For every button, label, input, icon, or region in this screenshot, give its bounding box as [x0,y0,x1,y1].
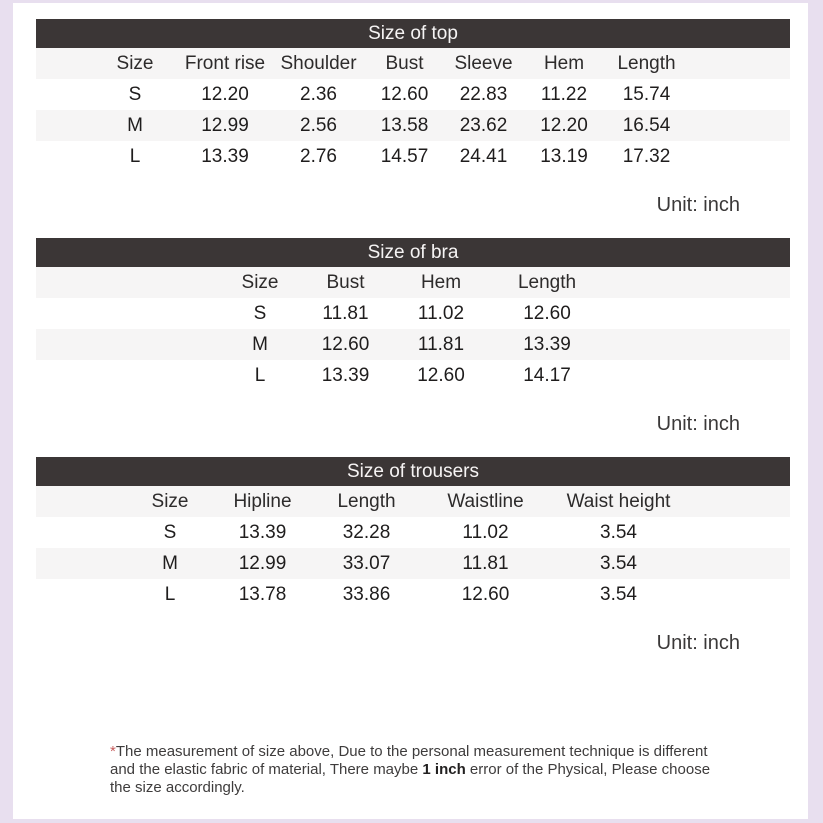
footnote-line-2-post: error of the Physical, Please choose [465,761,711,778]
column-header-length: Length [337,490,396,512]
column-header-front-rise: Front rise [184,52,266,74]
unit-label: Unit: inch [656,194,740,216]
measurement-cell: 3.54 [600,583,637,605]
spacer-cell [36,141,92,172]
measurement-cell: 12.60 [523,302,571,324]
column-header-size: Size [151,490,189,512]
measurement-cell: 11.02 [462,521,509,543]
measurement-cell: 13.39 [238,521,287,543]
measurement-cell: 14.17 [523,364,571,386]
spacer-cell [36,360,219,391]
measurement-cell: 15.74 [622,83,671,105]
size-cell: L [164,583,176,605]
spacer-cell [36,48,92,79]
column-header-waist-height: Waist height [566,490,671,512]
table-row [36,548,790,579]
measurement-cell: 13.19 [540,145,588,167]
unit-label: Unit: inch [656,632,740,654]
spacer-cell [602,360,790,391]
measurement-cell: 12.60 [380,83,429,105]
measurement-cell: 24.41 [459,145,508,167]
asterisk-marker: * [110,743,116,760]
table-row [36,579,790,610]
size-of-trousers-section [13,457,808,656]
footnote-line-2-pre: and the elastic fabric of material, There maybe [110,761,423,778]
spacer-cell [602,329,790,360]
footnote-line-1: The measurement of size above, Due to the personal measurement technique is different [115,743,708,760]
table-row [36,298,790,329]
column-header-size: Size [116,52,154,74]
column-header-sleeve: Sleeve [454,52,513,74]
table-row [36,79,790,110]
spacer-cell [688,486,790,517]
measurement-cell: 11.22 [540,83,588,105]
column-header-hipline: Hipline [233,490,292,512]
footnote [110,743,770,797]
size-cell: M [162,552,178,574]
column-header-shoulder: Shoulder [280,52,357,74]
measurement-cell: 2.36 [300,83,337,105]
size-of-bra-table [36,267,790,391]
spacer-cell [602,298,790,329]
column-header-waistline: Waistline [447,490,524,512]
footnote-bold-1-inch: 1 inch [422,761,466,778]
spacer-cell [36,517,126,548]
measurement-cell: 17.32 [622,145,671,167]
measurement-cell: 13.39 [201,145,249,167]
measurement-cell: 12.99 [238,552,287,574]
footnote-line-3: the size accordingly. [110,779,245,796]
measurement-cell: 2.56 [300,114,337,136]
column-header-length: Length [517,271,577,293]
column-header-hem: Hem [543,52,585,74]
size-of-top-section [13,19,808,218]
measurement-cell: 22.83 [459,83,508,105]
measurement-cell: 2.76 [300,145,337,167]
spacer-cell [36,298,219,329]
measurement-cell: 33.86 [342,583,391,605]
size-cell: L [254,364,266,386]
measurement-cell: 13.39 [523,333,571,355]
spacer-cell [688,48,790,79]
measurement-cell: 11.81 [462,552,509,574]
column-header-bust: Bust [385,52,424,74]
spacer-cell [688,579,790,610]
size-cell: M [252,333,268,355]
size-of-trousers-table [36,486,790,610]
measurement-cell: 12.20 [201,83,249,105]
unit-label: Unit: inch [656,413,740,435]
measurement-cell: 3.54 [600,521,637,543]
table-row [36,517,790,548]
size-cell: S [128,83,142,105]
table-row [36,360,790,391]
size-cell: S [163,521,177,543]
column-header-hem: Hem [420,271,462,293]
spacer-cell [36,329,219,360]
size-cell: M [127,114,143,136]
column-header-bust: Bust [326,271,365,293]
header-row [36,267,790,298]
spacer-cell [688,517,790,548]
measurement-cell: 12.99 [201,114,249,136]
spacer-cell [36,579,126,610]
measurement-cell: 16.54 [622,114,671,136]
measurement-cell: 12.60 [417,364,465,386]
measurement-cell: 32.28 [342,521,391,543]
measurement-cell: 13.58 [380,114,429,136]
spacer-cell [36,267,219,298]
size-of-top-table [36,48,790,172]
table-row [36,110,790,141]
measurement-cell: 13.78 [238,583,287,605]
size-chart-page [13,3,808,797]
measurement-cell: 14.57 [380,145,429,167]
measurement-cell: 11.81 [417,333,465,355]
table-row [36,141,790,172]
column-header-size: Size [241,271,279,293]
size-cell: L [129,145,141,167]
spacer-cell [602,267,790,298]
spacer-cell [688,79,790,110]
size-of-bra-section [13,238,808,437]
size-cell: S [253,302,267,324]
measurement-cell: 12.60 [321,333,370,355]
header-row [36,48,790,79]
table-title-trousers: Size of trousers [36,457,790,486]
table-title-bra: Size of bra [36,238,790,267]
measurement-cell: 11.81 [322,302,369,324]
spacer-cell [36,486,126,517]
spacer-cell [36,110,92,141]
spacer-cell [36,548,126,579]
measurement-cell: 11.02 [417,302,465,324]
measurement-cell: 13.39 [321,364,370,386]
spacer-cell [688,548,790,579]
spacer-cell [688,110,790,141]
spacer-cell [688,141,790,172]
spacer-cell [36,79,92,110]
column-header-length: Length [617,52,676,74]
measurement-cell: 33.07 [342,552,391,574]
measurement-cell: 3.54 [600,552,637,574]
measurement-cell: 12.60 [461,583,510,605]
table-row [36,329,790,360]
measurement-cell: 12.20 [540,114,588,136]
header-row [36,486,790,517]
measurement-cell: 23.62 [459,114,508,136]
table-title-top: Size of top [36,19,790,48]
